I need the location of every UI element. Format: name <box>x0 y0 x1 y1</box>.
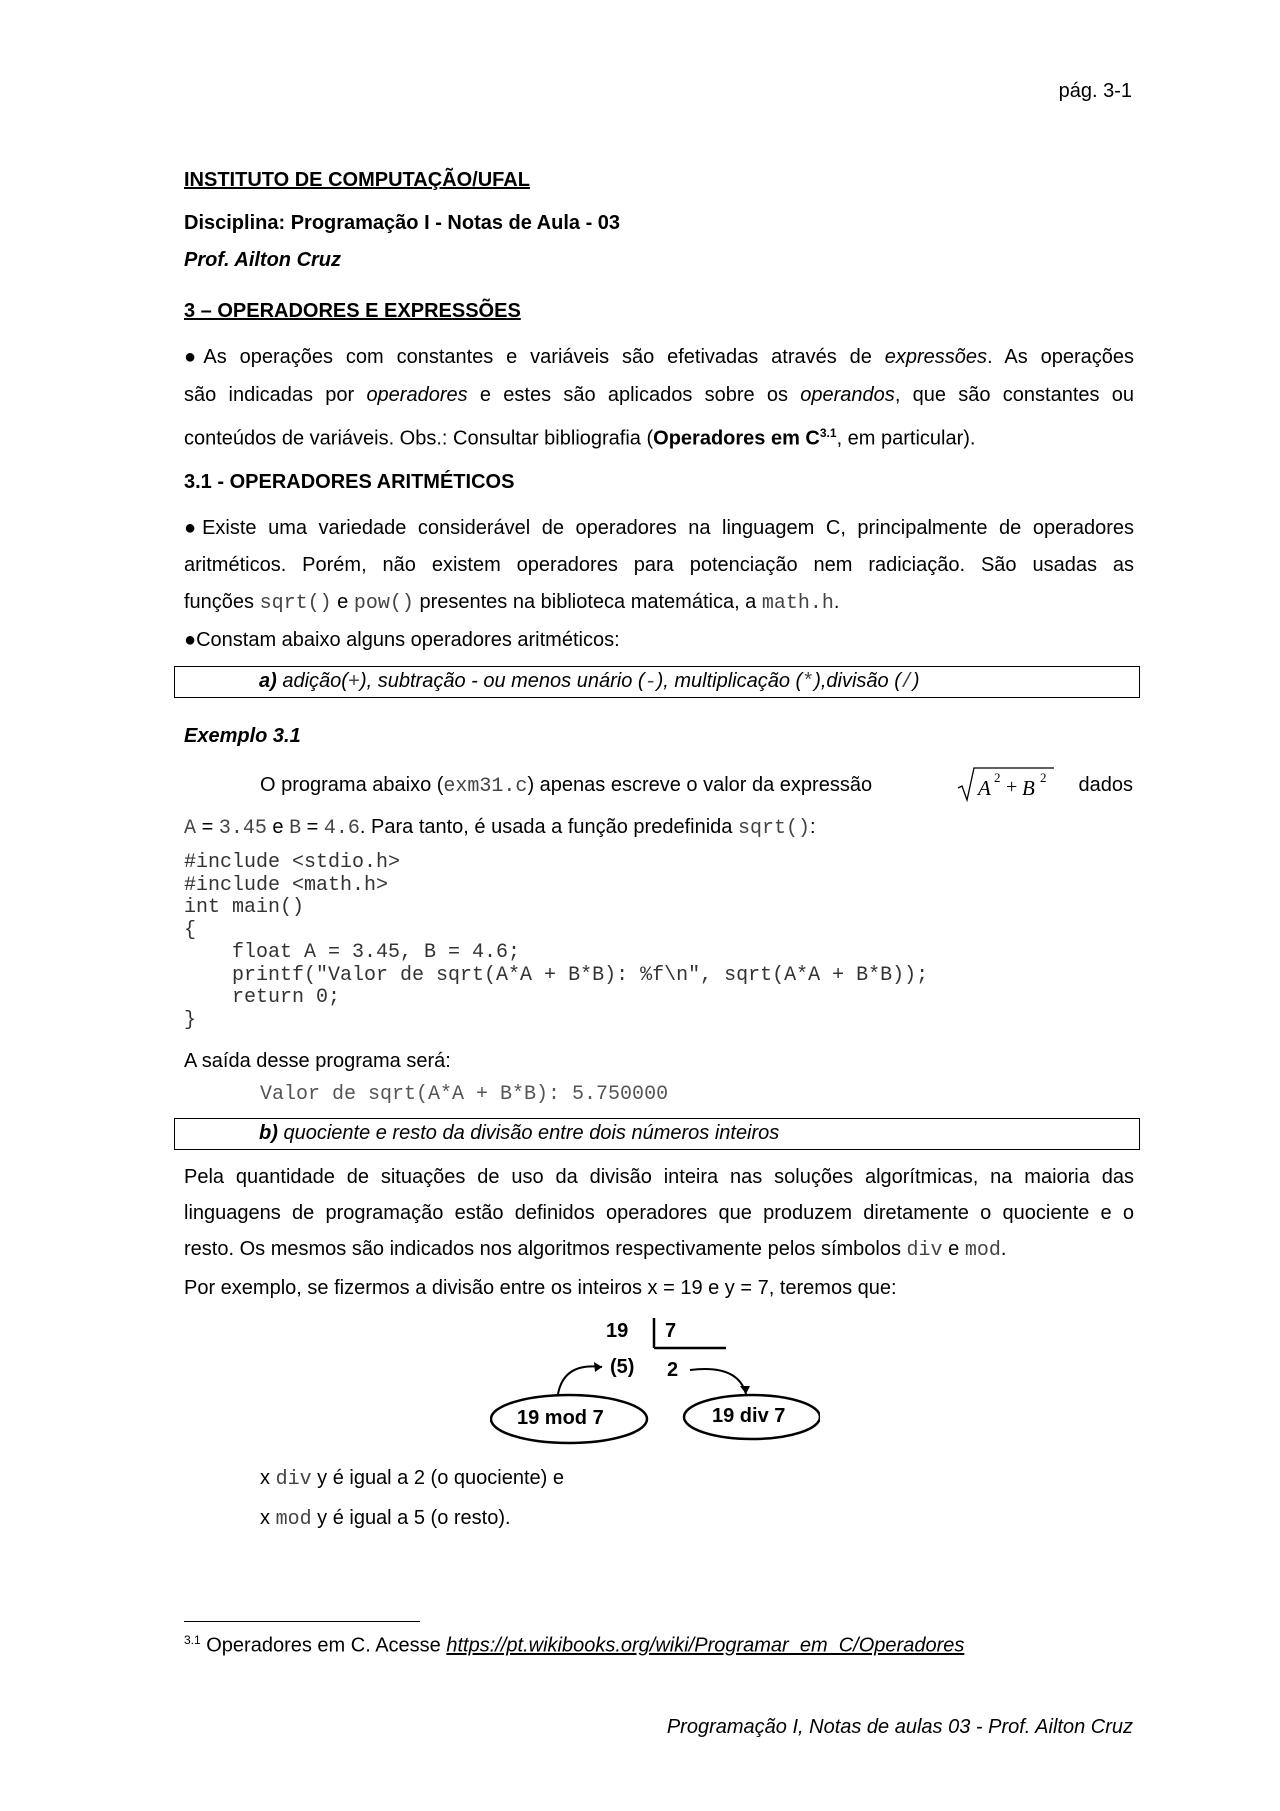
div-label: 19 div 7 <box>712 1405 786 1427</box>
example-title: Exemplo 3.1 <box>184 725 301 747</box>
formula-sqrt-expression: A 2 + B 2 <box>956 764 1056 804</box>
divisor: 7 <box>665 1320 677 1342</box>
page-footer: Programação I, Notas de aulas 03 - Prof. Ailton Cruz <box>666 1716 1133 1738</box>
section-3-1-title: 3.1 - OPERADORES ARITMÉTICOS <box>184 471 515 493</box>
footnote-mark: 3.1 <box>184 1633 201 1647</box>
section-3-1-line-3: funções sqrt() e pow() presentes na biblioteca matemática, a math.h. <box>184 591 840 615</box>
operators-box-b <box>174 1118 1140 1150</box>
output-label: A saída desse programa será: <box>184 1050 451 1072</box>
program-output: Valor de sqrt(A*A + B*B): 5.750000 <box>260 1083 669 1106</box>
footnote-link[interactable]: https://pt.wikibooks.org/wiki/Programar_em_C/Operadores <box>446 1634 965 1657</box>
quotient: 2 <box>667 1359 679 1381</box>
operators-box-b-text: b) quociente e resto da divisão entre dois números inteiros <box>259 1122 780 1144</box>
footnote-ref[interactable]: 3.1 <box>819 426 837 440</box>
bibliography-ref: Operadores em C <box>653 427 820 450</box>
section-3-title: 3 – OPERADORES E EXPRESSÕES <box>184 300 521 322</box>
footnote-separator <box>184 1621 420 1622</box>
division-line-1: Pela quantidade de situações de uso da divisão inteira nas soluções algorítmicas, na maioria das <box>184 1166 1134 1188</box>
operators-box-a-text: a) adição(+), subtração - ou menos unário (-), multiplicação (*),divisão (/) <box>259 670 920 694</box>
example-intro-dados: dados <box>1078 774 1133 796</box>
dividend: 19 <box>606 1320 629 1342</box>
professor-name: Prof. Ailton Cruz <box>184 249 342 271</box>
page-number: pág. 3-1 <box>1058 80 1132 102</box>
example-intro-line-1: O programa abaixo (exm31.c) apenas escreve o valor da expressão <box>260 774 873 798</box>
section-3-paragraph-line-1: ●As operações com constantes e variáveis são efetivadas através de expressões. As operações <box>184 346 1135 368</box>
institute-heading: INSTITUTO DE COMPUTAÇÃO/UFAL <box>184 169 530 191</box>
operators-box-a <box>174 666 1140 698</box>
section-3-paragraph-line-2: são indicadas por operadores e estes são aplicados sobre os operandos, que são constantes ou <box>184 384 1134 406</box>
code-listing: #include <stdio.h> #include <math.h> int main() { float A = 3.45, B = 4.6; printf("Valor de sqrt(A*A + B*B): %f\n", sqrt(A*A + B*B)); return 0; } <box>184 851 929 1032</box>
section-3-1-line-2: aritméticos. Porém, não existem operadores para potenciação nem radiciação. São usadas as <box>184 554 1134 576</box>
section-3-paragraph-line-3: conteúdos de variáveis. Obs.: Consultar bibliografia (Operadores em $C^{3.1}$, em particular). <box>184 426 976 450</box>
division-line-4: Por exemplo, se fizermos a divisão entre os inteiros x = 19 e y = 7, teremos que: <box>184 1277 897 1299</box>
section-3-1-line-1: ●Existe uma variedade considerável de operadores na linguagem C, principalmente de operadores <box>184 517 1134 539</box>
result-div: x div y é igual a 2 (o quociente) e <box>260 1467 564 1491</box>
mod-label: 19 mod 7 <box>517 1407 604 1429</box>
remainder: (5) <box>610 1356 635 1378</box>
example-intro-line-2: A = 3.45 e B = 4.6. Para tanto, é usada a função predefinida sqrt(): <box>184 816 816 840</box>
discipline-heading: Disciplina: Programação I - Notas de Aula - 03 <box>184 212 621 234</box>
division-line-3: resto. Os mesmos são indicados nos algoritmos respectivamente pelos símbolos div e mod. <box>184 1238 1007 1262</box>
section-3-1-line-4: ●Constam abaixo alguns operadores aritméticos: <box>184 629 620 651</box>
division-line-2: linguagens de programação estão definidos operadores que produzem diretamente o quociente e o <box>184 1202 1134 1224</box>
footnote: $^{3.1}$ Operadores em C. Acesse https://pt.wikibooks.org/wiki/Programar_em_C/Operadores <box>184 1633 965 1657</box>
result-mod: x mod y é igual a 5 (o resto). <box>260 1507 511 1531</box>
division-diagram <box>490 1310 820 1445</box>
